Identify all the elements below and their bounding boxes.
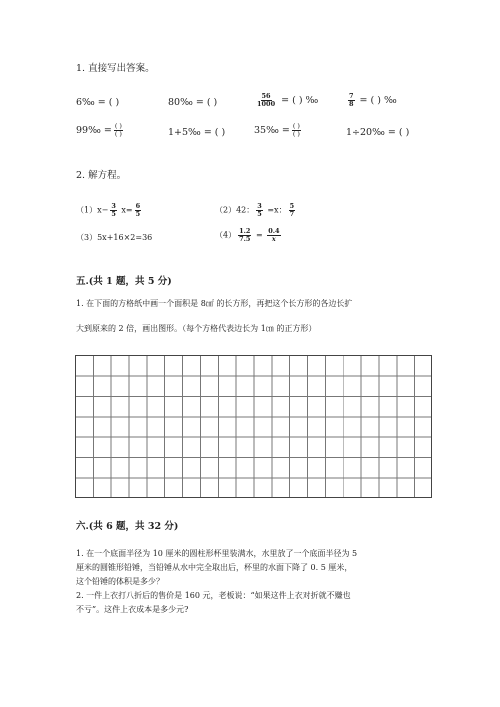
section6-heading: 六.(共 6 题，共 32 分)	[76, 521, 179, 532]
fraction-numerator: 3	[257, 202, 262, 210]
fraction-numerator: 5	[289, 202, 295, 210]
equation-4-mid: =	[253, 230, 266, 240]
fraction-numerator: ( )	[114, 122, 122, 130]
equation-1	[76, 203, 143, 218]
fraction-numerator: 7	[349, 92, 354, 100]
equation-4	[215, 228, 283, 243]
problem-1g	[254, 123, 303, 138]
fraction-denominator: 1000	[257, 100, 276, 108]
section6-q1-line3: 这个铅锤的体积是多少？	[76, 577, 164, 586]
section5-line1: 1. 在下面的方格纸中画一个面积是 8㎠ 的长方形，再把这个长方形的各边长扩	[76, 299, 353, 308]
equation-2-label: （2）42：	[215, 205, 255, 215]
fraction-denominator: 7.5	[239, 235, 251, 243]
fraction-denominator: 5	[257, 210, 262, 218]
problem-1f: 1+5‰ = ( )	[168, 127, 226, 138]
section5-line2: 大到原来的 2 倍，画出图形。（每个方格代表边长为 1㎝ 的正方形）	[76, 324, 317, 333]
fraction-denominator: 5	[135, 210, 141, 218]
fraction-numerator: 3	[111, 202, 116, 210]
equation-2	[215, 203, 297, 218]
fraction-numerator: 0.4	[268, 227, 280, 235]
problem-1g-prefix: 35‰ =	[254, 125, 290, 136]
problem-1c-rest: = ( ) ‰	[278, 95, 319, 106]
equation-4-label: （4）	[215, 230, 237, 240]
section6-q1-line1: 1. 在一个底面半径为 10 厘米的圆柱形杯里装满水，水里放了一个底面半径为 5	[76, 549, 358, 558]
problem-1h: 1÷20‰ = ( )	[346, 127, 410, 138]
section6-q2-line1: 2. 一件上衣打八折后的售价是 160 元，老板说：“如果这件上衣对折就不赚也	[76, 591, 351, 600]
equation-1-mid: x=	[118, 205, 133, 215]
equation-1-label: （1）x−	[76, 205, 109, 215]
section6-q1-line2: 厘米的圆锥形铅锤，当铅锤从水中完全取出后，杯里的水面下降了 0. 5 厘米，	[76, 563, 353, 572]
problem-1b: 80‰ = ( )	[168, 97, 218, 108]
fraction-numerator: 6	[135, 202, 141, 210]
equation-2-mid: =x：	[264, 205, 287, 215]
fraction-numerator: ( )	[292, 122, 300, 130]
problem-1d	[346, 93, 397, 108]
equation-3: （3）5x+16×2=36	[76, 233, 153, 242]
problem-1e-prefix: 99‰ =	[76, 125, 112, 136]
fraction-denominator: x	[271, 235, 276, 243]
fraction-denominator: ( )	[292, 130, 300, 138]
fraction-numerator: 1.2	[239, 227, 251, 235]
problem-1e	[76, 123, 125, 138]
fraction-denominator: 7	[289, 210, 295, 218]
section5-heading: 五.(共 1 题，共 5 分)	[76, 276, 172, 287]
section2-title: 2. 解方程。	[76, 170, 127, 181]
problem-1d-rest: = ( ) ‰	[356, 95, 397, 106]
section1-title: 1. 直接写出答案。	[76, 63, 155, 74]
section6-q2-line2: 不亏”。这件上衣成本是多少元?	[76, 605, 189, 614]
fraction-denominator: 5	[111, 210, 116, 218]
problem-1a: 6‰ = ( )	[76, 97, 120, 108]
problem-1c	[254, 93, 318, 108]
square-grid-paper[interactable]	[75, 355, 432, 498]
fraction-denominator: ( )	[114, 130, 122, 138]
fraction-numerator: 56	[261, 92, 271, 100]
fraction-denominator: 8	[349, 100, 354, 108]
